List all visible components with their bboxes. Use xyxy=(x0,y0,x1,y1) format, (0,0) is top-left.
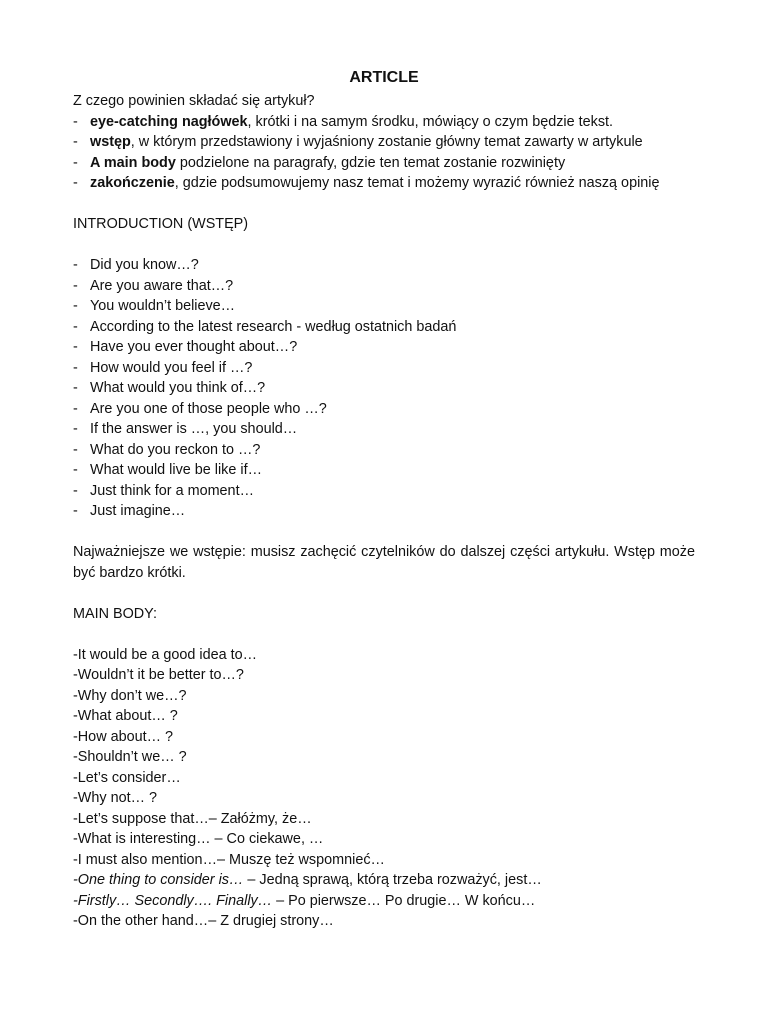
intro-phrase: According to the latest research - według ostatnich badań xyxy=(90,318,457,335)
intro-phrase: Did you know…? xyxy=(90,257,199,273)
list-item xyxy=(73,768,695,789)
document-page xyxy=(73,67,695,932)
list-item: - If the answer is …, you should… xyxy=(73,421,298,437)
list-item: - Just imagine… xyxy=(73,503,186,519)
list-item xyxy=(73,911,695,932)
structure-description: , krótki i na samym środku, mówiący o czym będzie tekst. xyxy=(247,113,614,130)
list-item: - zakończenie, gdzie podsumowujemy nasz temat i możemy wyrazić również naszą opinię xyxy=(73,175,660,191)
list-item xyxy=(73,727,695,748)
phrase-italic: -Firstly… Secondly…. Finally… xyxy=(73,892,273,909)
phrase-text: -Wouldn’t it be better to…? xyxy=(73,667,244,683)
structure-description: podzielone na paragrafy, gdzie ten temat zostanie rozwinięty xyxy=(175,154,566,171)
list-item: - Just think for a moment… xyxy=(73,482,254,499)
phrase-text: -Why don’t we…? xyxy=(73,687,187,704)
list-item xyxy=(73,665,695,686)
list-item xyxy=(73,891,695,912)
phrase-text: -It would be a good idea to… xyxy=(73,646,258,663)
main-body-heading: MAIN BODY: xyxy=(73,605,157,622)
list-item: - You wouldn’t believe… xyxy=(73,298,236,314)
list-item: - wstęp, w którym przedstawiony i wyjaśniony zostanie główny temat zawarty w artykule xyxy=(73,134,643,150)
introduction-heading: INTRODUCTION (WSTĘP) xyxy=(73,216,249,232)
structure-description: , gdzie podsumowujemy nasz temat i możemy wyrazić również naszą opinię xyxy=(174,175,660,191)
list-item xyxy=(73,809,695,830)
intro-phrase: What would you think of…? xyxy=(90,380,266,396)
structure-question: Z czego powinien składać się artykuł? xyxy=(73,93,315,109)
structure-list xyxy=(73,112,695,194)
intro-phrase: Are you aware that…? xyxy=(90,277,234,294)
phrase-text: -Why not… ? xyxy=(73,790,157,806)
structure-term: eye-catching nagłówek xyxy=(90,113,248,130)
list-item: - eye-catching nagłówek, krótki i na samym środku, mówiący o czym będzie tekst. xyxy=(73,113,614,130)
phrase-italic: -One thing to consider is… xyxy=(73,872,244,888)
list-item xyxy=(73,870,695,891)
intro-phrase: Just imagine… xyxy=(90,503,186,519)
list-item: - What do you reckon to …? xyxy=(73,441,261,458)
intro-phrase: Have you ever thought about…? xyxy=(90,339,298,355)
list-item: - Are you one of those people who …? xyxy=(73,400,327,417)
phrase-text: -Let’s consider… xyxy=(73,769,181,786)
list-item xyxy=(73,645,695,666)
list-item: - What would live be like if… xyxy=(73,462,262,478)
list-item: - A main body podzielone na paragrafy, gdzie ten temat zostanie rozwinięty xyxy=(73,154,566,171)
intro-phrase: If the answer is …, you should… xyxy=(90,421,298,437)
list-item xyxy=(73,850,695,871)
list-item xyxy=(73,747,695,768)
phrase-text: -What about… ? xyxy=(73,708,178,724)
list-item: - How would you feel if …? xyxy=(73,359,253,376)
phrase-text: -Shouldn’t we… ? xyxy=(73,749,187,765)
intro-phrase: What would live be like if… xyxy=(90,462,262,478)
intro-phrase: Just think for a moment… xyxy=(90,482,254,499)
list-item xyxy=(73,706,695,727)
intro-phrase: What do you reckon to …? xyxy=(90,441,261,458)
intro-phrase: How would you feel if …? xyxy=(90,359,253,376)
list-item: - Have you ever thought about…? xyxy=(73,339,298,355)
phrase-text: -What is interesting… – Co ciekawe, … xyxy=(73,831,324,847)
introduction-phrase-list xyxy=(73,255,695,522)
list-item xyxy=(73,829,695,850)
main-body-phrase-list xyxy=(73,645,695,932)
introduction-note: Najważniejsze we wstępie: musisz zachęcić czytelników do dalszej części artykułu. Wstęp może być bardzo krótki. xyxy=(73,544,695,581)
phrase-text: – Jedną sprawą, którą trzeba rozważyć, jest… xyxy=(243,872,542,888)
phrase-text: – Po pierwsze… Po drugie… W końcu… xyxy=(272,892,536,909)
phrase-text: -How about… ? xyxy=(73,728,173,745)
structure-term: A main body xyxy=(90,154,176,171)
list-item: - What would you think of…? xyxy=(73,380,266,396)
structure-term: zakończenie xyxy=(90,175,175,191)
intro-phrase: Are you one of those people who …? xyxy=(90,400,327,417)
page-title: ARTICLE xyxy=(349,69,419,86)
phrase-text: -On the other hand…– Z drugiej strony… xyxy=(73,913,334,929)
structure-description: , w którym przedstawiony i wyjaśniony zostanie główny temat zawarty w artykule xyxy=(130,134,643,150)
list-item xyxy=(73,788,695,809)
list-item: - Are you aware that…? xyxy=(73,277,234,294)
list-item: - Did you know…? xyxy=(73,257,199,273)
intro-phrase: You wouldn’t believe… xyxy=(90,298,236,314)
list-item: - According to the latest research - według ostatnich badań xyxy=(73,318,457,335)
phrase-text: -I must also mention…– Muszę też wspomnieć… xyxy=(73,851,385,868)
list-item xyxy=(73,686,695,707)
phrase-text: -Let’s suppose that…– Załóżmy, że… xyxy=(73,810,312,827)
structure-term: wstęp xyxy=(90,134,131,150)
